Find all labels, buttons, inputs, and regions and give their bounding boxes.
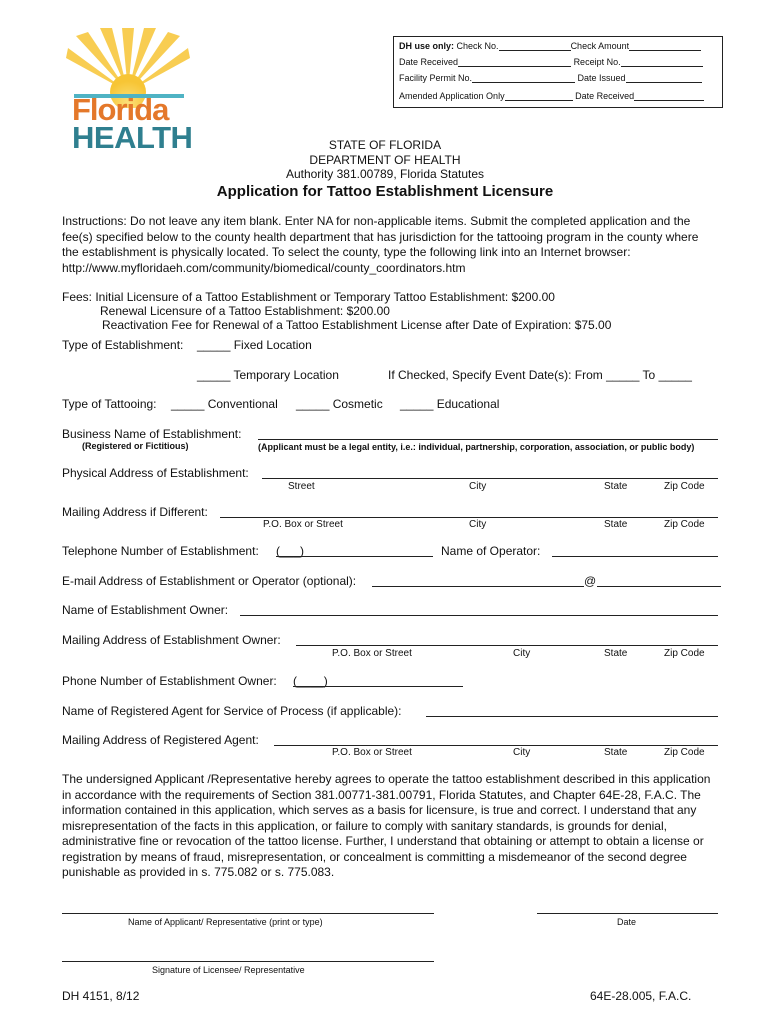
- sub-zip: Zip Code: [664, 747, 705, 758]
- sub-city: City: [513, 747, 531, 758]
- sub-pobox: P.O. Box or Street: [263, 519, 343, 530]
- email-at-sign: @: [584, 574, 597, 588]
- office-row-1: DH use only: Check No. Check Amount: [399, 41, 701, 51]
- fee-initial: Fees: Initial Licensure of a Tattoo Establishment or Temporary Tattoo Establishment: $200.00: [62, 290, 555, 304]
- date-input[interactable]: [537, 913, 718, 914]
- signature-input[interactable]: [62, 961, 434, 962]
- sub-city: City: [469, 481, 487, 492]
- registered-note: (Registered or Fictitious): [82, 441, 189, 451]
- email-label: E-mail Address of Establishment or Operator (optional):: [62, 574, 357, 588]
- operator-name-label: Name of Operator:: [441, 544, 541, 558]
- fee-renewal: Renewal Licensure of a Tattoo Establishment: $200.00: [100, 304, 390, 318]
- owner-phone-area-code: (____): [293, 674, 328, 688]
- owner-mailing-input[interactable]: [296, 645, 718, 646]
- authority-line: Authority 381.00789, Florida Statutes: [285, 167, 485, 181]
- agent-name-label: Name of Registered Agent for Service of Process (if applicable):: [62, 704, 402, 718]
- fixed-location-option[interactable]: _____ Fixed Location: [197, 338, 312, 352]
- telephone-label: Telephone Number of Establishment:: [62, 544, 259, 558]
- owner-phone-label: Phone Number of Establishment Owner:: [62, 674, 277, 688]
- office-row-2: Date Received Receipt No.: [399, 57, 703, 67]
- sub-zip: Zip Code: [664, 648, 705, 659]
- event-dates-field[interactable]: If Checked, Specify Event Date(s): From _____ To _____: [388, 368, 692, 382]
- establishment-type-label: Type of Establishment:: [62, 338, 184, 352]
- tattooing-type-label: Type of Tattooing:: [62, 397, 157, 411]
- office-row-4: Amended Application Only Date Received: [399, 91, 704, 101]
- sub-zip: Zip Code: [664, 481, 705, 492]
- fee-reactivation: Reactivation Fee for Renewal of a Tattoo Establishment License after Date of Expiration: $75.00: [102, 318, 612, 332]
- mailing-different-label: Mailing Address if Different:: [62, 505, 208, 519]
- state-heading: STATE OF FLORIDA: [328, 138, 442, 152]
- business-name-label: Business Name of Establishment:: [62, 427, 242, 441]
- logo-health-text: HEALTH: [72, 120, 193, 155]
- telephone-input[interactable]: [276, 556, 433, 557]
- office-use-box: [393, 36, 723, 108]
- logo-florida-text: Florida: [72, 92, 169, 127]
- email-user-input[interactable]: [372, 586, 584, 587]
- office-row-3: Facility Permit No. Date Issued: [399, 73, 702, 83]
- sub-state: State: [604, 519, 628, 530]
- mailing-different-input[interactable]: [220, 517, 718, 518]
- physical-address-label: Physical Address of Establishment:: [62, 466, 249, 480]
- sub-pobox: P.O. Box or Street: [332, 747, 412, 758]
- rule-reference: 64E-28.005, F.A.C.: [590, 989, 692, 1003]
- sub-state: State: [604, 747, 628, 758]
- educational-option[interactable]: _____ Educational: [400, 397, 500, 411]
- sub-city: City: [513, 648, 531, 659]
- sub-state: State: [604, 648, 628, 659]
- agent-name-input[interactable]: [426, 716, 718, 717]
- signature-label: Signature of Licensee/ Representative: [152, 965, 305, 975]
- agent-mailing-label: Mailing Address of Registered Agent:: [62, 733, 259, 747]
- owner-name-input[interactable]: [240, 615, 718, 616]
- sub-state: State: [604, 481, 628, 492]
- declaration-text: The undersigned Applicant /Representative hereby agrees to operate the tattoo establishment described in this application in accordance with the requirements of Section 381.00771-381.00791, Florida Statutes, and Chapter 64E-28, F.A.C. The information contained in this application, which serves as a basis for licensure, is true and correct. I understand that any misrepresentation of the facts in this application, or failure to comply with sanitary standards, is grounds for denial, administrative fine or revocation of the tattoo license. Further, I understand that obtaining or attempt to obtain a license or registration by means of fraud, misrepresentation, or concealment is committing a misdemeanor of the second degree punishable as provided in s. 775.082 or s. 775.083.: [62, 772, 711, 879]
- temporary-location-option[interactable]: _____ Temporary Location: [197, 368, 339, 382]
- department-heading: DEPARTMENT OF HEALTH: [309, 153, 461, 167]
- agent-mailing-input[interactable]: [274, 745, 718, 746]
- sub-street: Street: [288, 481, 315, 492]
- applicant-name-label: Name of Applicant/ Representative (print or type): [128, 917, 323, 927]
- owner-phone-input[interactable]: [293, 686, 463, 687]
- physical-address-input[interactable]: [262, 478, 718, 479]
- instructions-text: Instructions: Do not leave any item blank. Enter NA for non-applicable items. Submit the completed application and the fee(s) specified below to the county health department that has jurisdiction for the tattooing program in the county where the establishment is physically located. To select the county, type the following link into an Internet browser: http://www.myfloridaeh.com/community/biomedical/county_coordinators.htm: [62, 214, 699, 275]
- applicant-name-input[interactable]: [62, 913, 434, 914]
- operator-name-input[interactable]: [552, 556, 718, 557]
- owner-name-label: Name of Establishment Owner:: [62, 603, 229, 617]
- telephone-area-code: (___): [276, 544, 305, 558]
- form-id: DH 4151, 8/12: [62, 989, 140, 1003]
- legal-entity-note: (Applicant must be a legal entity, i.e.: individual, partnership, corporation, association, or public body): [258, 442, 695, 452]
- email-domain-input[interactable]: [597, 586, 721, 587]
- date-label: Date: [617, 917, 637, 927]
- sub-pobox: P.O. Box or Street: [332, 648, 412, 659]
- sub-zip: Zip Code: [664, 519, 705, 530]
- sub-city: City: [469, 519, 487, 530]
- cosmetic-option[interactable]: _____ Cosmetic: [296, 397, 383, 411]
- conventional-option[interactable]: _____ Conventional: [171, 397, 278, 411]
- page-title: Application for Tattoo Establishment Licensure: [216, 183, 554, 200]
- business-name-input[interactable]: [258, 439, 718, 440]
- owner-mailing-label: Mailing Address of Establishment Owner:: [62, 633, 281, 647]
